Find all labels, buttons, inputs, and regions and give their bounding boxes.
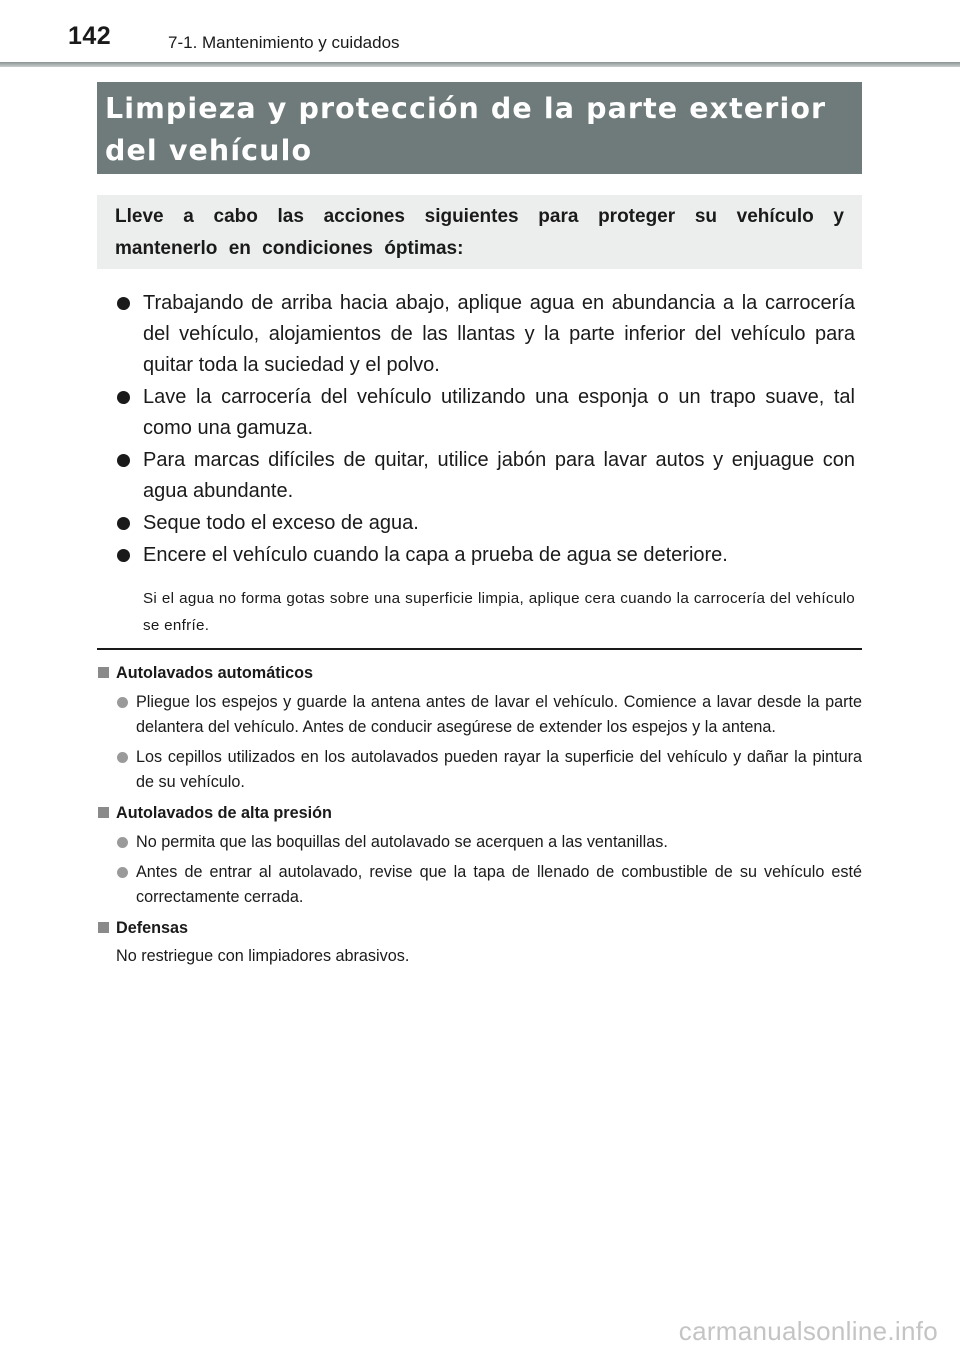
- note-text: No restriegue con limpiadores abrasivos.: [116, 947, 410, 965]
- note-heading: [97, 800, 862, 826]
- note-heading-text: Autolavados de alta presión: [116, 804, 332, 822]
- list-item: [117, 288, 855, 381]
- bullet-dot-icon: [117, 454, 130, 467]
- bullet-dot-icon: [117, 391, 130, 404]
- page-header: [0, 0, 960, 70]
- section-title: 7-1. Mantenimiento y cuidados: [168, 33, 400, 52]
- section-divider: [97, 648, 862, 650]
- instruction-list: [117, 288, 855, 639]
- bullet-dot-icon: [117, 517, 130, 530]
- wax-note: Si el agua no forma gotas sobre una superficie limpia, aplique cera cuando la carrocería del vehículo se enfríe.: [143, 590, 855, 634]
- header-rule: [0, 62, 960, 67]
- bullet-dot-icon: [117, 297, 130, 310]
- note-heading-text: Defensas: [116, 919, 188, 937]
- note-item-text: Antes de entrar al autolavado, revise que la tapa de llenado de combustible de su vehículo esté correctamente cerrada.: [136, 863, 862, 906]
- list-item: [117, 382, 855, 444]
- note-item-text: Pliegue los espejos y guarde la antena antes de lavar el vehículo. Comience a lavar desde la parte delantera del vehículo. Antes de conducir asegúrese de extender los espejos y la antena.: [136, 693, 862, 736]
- page-number: 142: [68, 22, 112, 50]
- bullet-dot-icon: [117, 697, 128, 708]
- note-item: [97, 830, 862, 855]
- notes-section: [97, 660, 862, 969]
- note-item: [97, 690, 862, 740]
- list-item-text: Para marcas difíciles de quitar, utilice jabón para lavar autos y enjuague con agua abundante.: [143, 449, 855, 502]
- note-item-text: No permita que las boquillas del autolavado se acerquen a las ventanillas.: [136, 833, 668, 851]
- square-bullet-icon: [98, 922, 109, 933]
- list-item: [117, 540, 855, 571]
- list-item: [117, 508, 855, 539]
- watermark: carmanualsonline.info: [678, 1316, 938, 1346]
- list-item-text: Encere el vehículo cuando la capa a prueba de agua se deteriore.: [143, 544, 728, 566]
- square-bullet-icon: [98, 667, 109, 678]
- intro-box: Lleve a cabo las acciones siguientes para proteger su vehículo y mantenerlo en condiciones óptimas:: [97, 195, 862, 269]
- note-item: [97, 860, 862, 910]
- page-title: Limpieza y protección de la parte exterior del vehículo: [97, 82, 862, 174]
- bullet-dot-icon: [117, 752, 128, 763]
- square-bullet-icon: [98, 807, 109, 818]
- list-item: [117, 445, 855, 507]
- note-heading-text: Autolavados automáticos: [116, 664, 313, 682]
- note-heading: [97, 660, 862, 686]
- bullet-dot-icon: [117, 549, 130, 562]
- list-item-text: Trabajando de arriba hacia abajo, aplique agua en abundancia a la carrocería del vehículo, alojamientos de las llantas y la parte inferior del vehículo para quitar toda la suciedad y el polvo.: [143, 292, 855, 376]
- bullet-dot-icon: [117, 867, 128, 878]
- bullet-dot-icon: [117, 837, 128, 848]
- list-item-text: Seque todo el exceso de agua.: [143, 512, 419, 534]
- list-item-text: Lave la carrocería del vehículo utilizando una esponja o un trapo suave, tal como una gamuza.: [143, 386, 855, 439]
- note-item: [97, 745, 862, 795]
- note-heading: [97, 915, 862, 941]
- note-item-text: Los cepillos utilizados en los autolavados pueden rayar la superficie del vehículo y dañar la pintura de su vehículo.: [136, 748, 862, 791]
